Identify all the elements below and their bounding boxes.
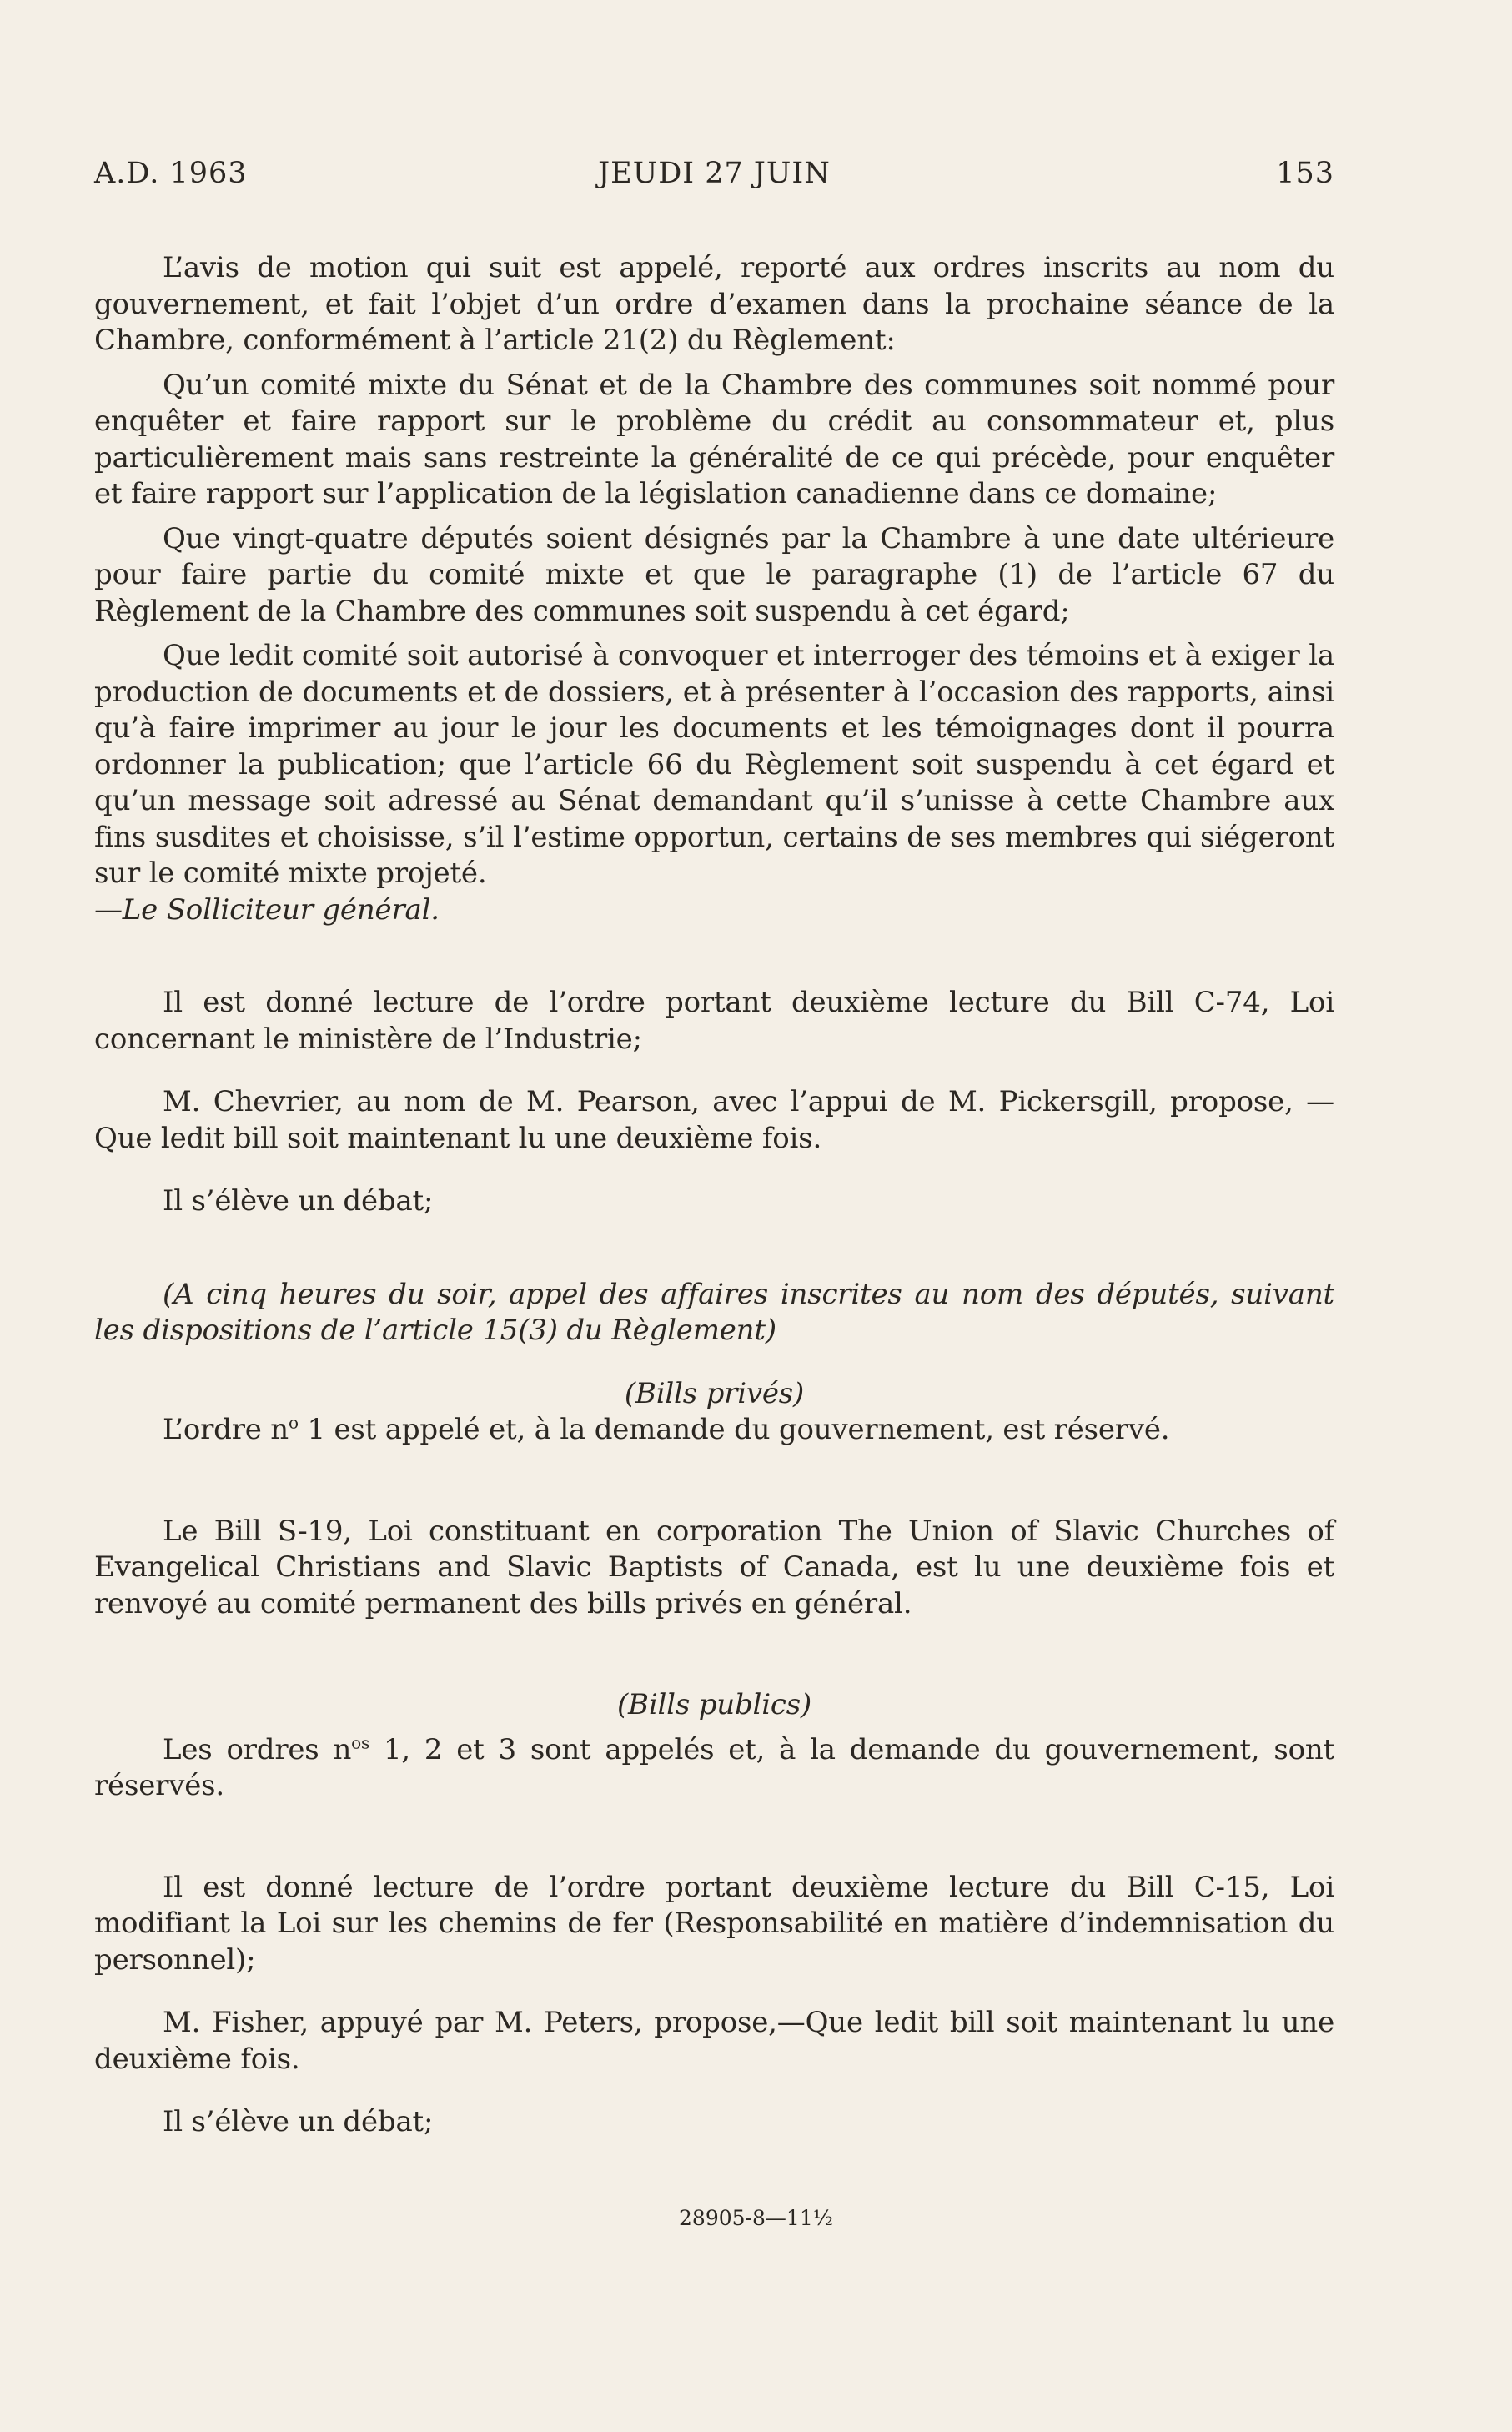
- paragraph-fisher-motion: M. Fisher, appuyé par M. Peters, propose,—Que ledit bill soit maintenant lu une deuxième fois.: [94, 2006, 1334, 2076]
- paragraph-bill-c15: Il est donné lecture de l’ordre portant deuxième lecture du Bill C-15, Loi modifiant la Loi sur les chemins de fer (Responsabilité en matière d’indemnisation du personnel);: [94, 1870, 1334, 1977]
- paragraph-designated-members: Que vingt-quatre députés soient désignés par la Chambre à une date ultérieure pour faire partie du comité mixte et que le paragraphe (1) de l’article 67 du Règlement de la Chambre des communes soit suspendu à cet égard;: [94, 521, 1334, 628]
- running-head: [94, 157, 1334, 198]
- paragraph-bill-c74: Il est donné lecture de l’ordre portant deuxième lecture du Bill C-74, Loi concernant le ministère de l’Industrie;: [94, 986, 1334, 1056]
- paragraph-bill-s19: Le Bill S-19, Loi constituant en corporation The Union of Slavic Churches of Evangelical Christians and Slavic Baptists of Canada, est lu une deuxième fois et renvoyé au comité permanent des bills privés en général.: [94, 1514, 1334, 1620]
- paragraph-debate-1: Il s’élève un débat;: [163, 1184, 434, 1218]
- paragraph-orders-1-2-3: Les ordres $n^{os}$ 1, 2 et 3 sont appelés et, à la demande du gouvernement, sont réservés.: [94, 1732, 1335, 1802]
- paragraph-notice-of-motion: L’avis de motion qui suit est appelé, reporté aux ordres inscrits au nom du gouvernement, et fait l’objet d’un ordre d’examen dans la prochaine séance de la Chambre, conformément à l’article 21(2) du Règlement:: [94, 251, 1334, 357]
- paragraph-order-1-reserved: L’ordre $n^o$ 1 est appelé et, à la demande du gouvernement, est réservé.: [163, 1412, 1170, 1446]
- page-number: 153: [1276, 157, 1334, 190]
- heading-public-bills: (Bills publics): [616, 1688, 812, 1721]
- ordinal-superscript: os: [351, 1732, 370, 1753]
- ordinal-superscript: o: [289, 1412, 299, 1433]
- paragraph-chevrier-motion: M. Chevrier, au nom de M. Pearson, avec l’appui de M. Pickersgill, propose, —Que ledit bill soit maintenant lu une deuxième fois.: [94, 1085, 1334, 1155]
- year-label: A.D. 1963: [94, 157, 248, 190]
- paragraph-committee-powers: Que ledit comité soit autorisé à convoquer et interroger des témoins et à exiger la production de documents et de dossiers, et à présenter à l’occasion des rapports, ainsi qu’à faire imprimer au jour le jour les documents et les témoignages dont il pourra ordonner la publication; que l’article 66 du Règlement soit suspendu à cet égard et qu’un message soit adressé au Sénat demandant qu’il s’unisse à cette Chambre aux fins susdites et choisisse, s’il l’estime opportun, certains de ses membres qui siégeront sur le comité mixte projeté.: [94, 639, 1334, 890]
- italic-note-five-oclock: (A cinq heures du soir, appel des affaires inscrites au nom des députés, suivant les dispositions de l’article 15(3) du Règlement): [94, 1277, 1334, 1347]
- solicitor-general-signature: —Le Solliciteur général.: [94, 892, 440, 927]
- date-title: JEUDI 27 JUIN: [598, 157, 831, 190]
- printer-code: 28905-8—11½: [679, 2206, 833, 2230]
- paragraph-joint-committee: Qu’un comité mixte du Sénat et de la Chambre des communes soit nommé pour enquêter et faire rapport sur le problème du crédit au consommateur et, plus particulièrement mais sans restreinte la généralité de ce qui précède, pour enquêter et faire rapport sur l’application de la législation canadienne dans ce domaine;: [94, 368, 1334, 510]
- paragraph-debate-2: Il s’élève un débat;: [163, 2105, 434, 2138]
- heading-private-bills: (Bills privés): [624, 1376, 805, 1410]
- journal-body: [94, 250, 1334, 2141]
